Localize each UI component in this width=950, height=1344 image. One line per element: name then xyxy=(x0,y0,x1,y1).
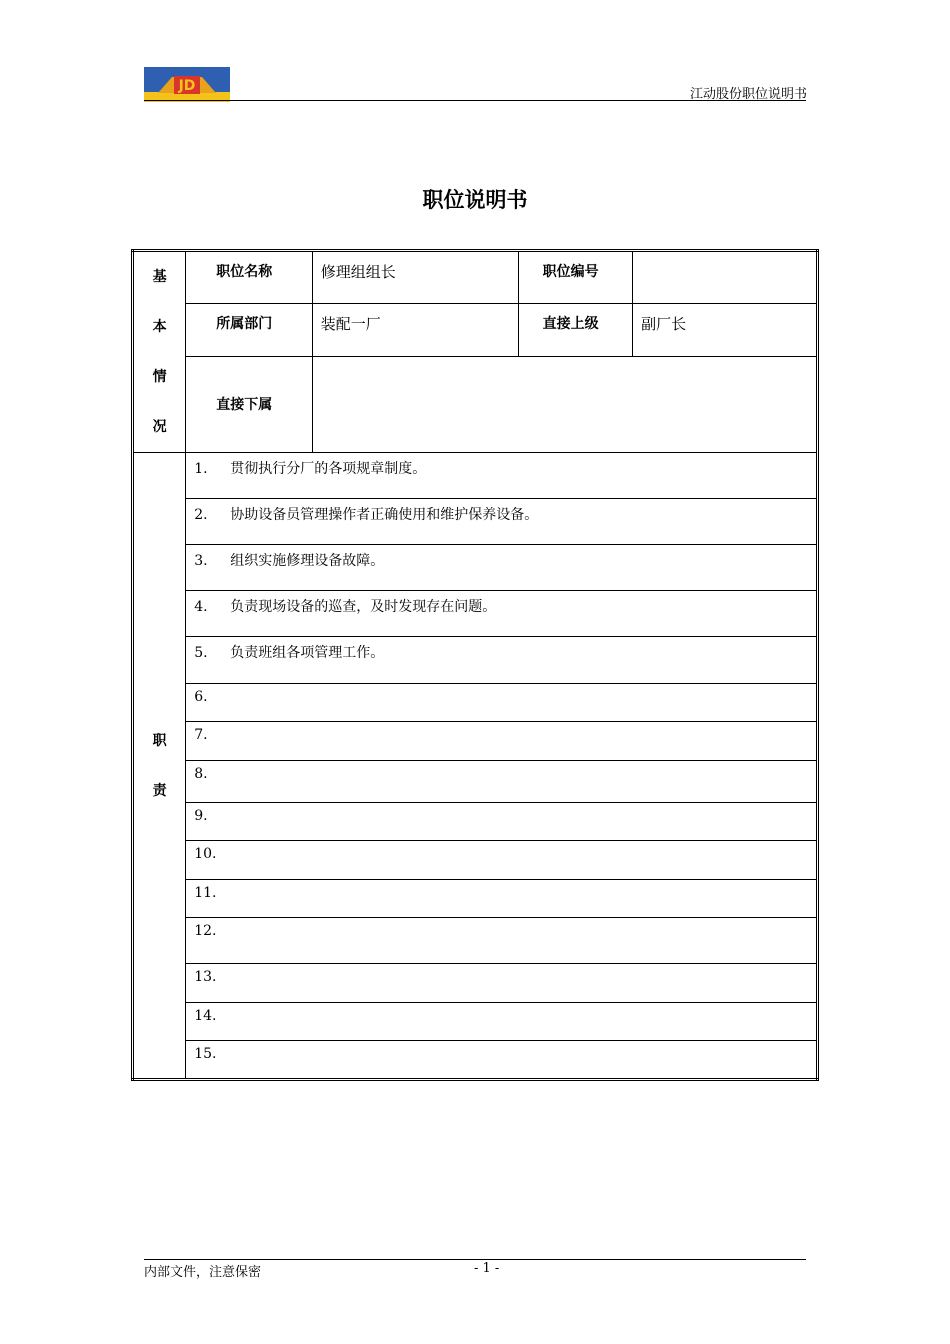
basic-label-char: 况 xyxy=(152,419,167,435)
direct-subordinate-value[interactable] xyxy=(312,356,817,452)
header-rule xyxy=(144,100,806,101)
footer-confidential-note: 内部文件，注意保密 xyxy=(144,1265,262,1280)
duty-text: 贯彻执行分厂的各项规章制度。 xyxy=(230,461,427,477)
department-value[interactable]: 装配一厂 xyxy=(312,303,518,356)
department-label: 所属部门 xyxy=(186,303,313,356)
duty-number: 1. xyxy=(194,461,208,477)
duty-item[interactable] xyxy=(186,637,818,684)
basic-label-char: 本 xyxy=(152,319,167,335)
duty-number: 8. xyxy=(194,766,208,782)
duty-text: 负责班组各项管理工作。 xyxy=(230,645,385,661)
duty-row xyxy=(133,453,818,499)
duty-number: 10. xyxy=(194,846,217,862)
duty-row xyxy=(133,684,818,722)
duty-item[interactable] xyxy=(186,964,818,1003)
duty-item[interactable] xyxy=(186,1003,818,1041)
duty-number: 15. xyxy=(194,1046,217,1062)
duty-row xyxy=(133,964,818,1003)
duty-row xyxy=(133,803,818,841)
duty-item[interactable] xyxy=(186,499,818,545)
duty-number: 14. xyxy=(194,1008,217,1024)
duties-label-char: 责 xyxy=(152,782,167,799)
duty-row xyxy=(133,545,818,591)
duties-label-char: 职 xyxy=(152,732,167,749)
position-code-label: 职位编号 xyxy=(518,251,633,304)
duty-row xyxy=(133,761,818,803)
duty-row xyxy=(133,499,818,545)
duty-number: 9. xyxy=(194,808,208,824)
duty-row xyxy=(133,918,818,964)
duty-item[interactable] xyxy=(186,453,818,499)
duty-row xyxy=(133,591,818,637)
footer-rule xyxy=(144,1259,806,1260)
duty-number: 11. xyxy=(194,885,217,901)
footer-page-number: - 1 - xyxy=(474,1261,500,1276)
duty-item[interactable] xyxy=(186,918,818,964)
header-doc-title: 江动股份职位说明书 xyxy=(689,87,807,102)
position-code-value[interactable] xyxy=(633,251,818,304)
duty-item[interactable] xyxy=(186,591,818,637)
basic-label-char: 基 xyxy=(152,269,167,285)
duty-row xyxy=(133,1003,818,1041)
company-logo xyxy=(144,67,230,102)
direct-superior-value[interactable]: 副厂长 xyxy=(633,303,818,356)
direct-superior-label: 直接上级 xyxy=(518,303,633,356)
duty-number: 6. xyxy=(194,689,208,705)
logo-text: JD xyxy=(178,78,196,94)
duty-row xyxy=(133,722,818,761)
row-position-name xyxy=(133,251,818,304)
duty-number: 7. xyxy=(194,727,208,743)
job-description-table xyxy=(131,249,819,1081)
duty-number: 3. xyxy=(194,553,208,569)
position-name-value[interactable]: 修理组组长 xyxy=(312,251,518,304)
page-title: 职位说明书 xyxy=(422,188,528,212)
duty-number: 2. xyxy=(194,507,208,523)
duty-item[interactable] xyxy=(186,880,818,918)
duty-item[interactable] xyxy=(186,803,818,841)
duty-item[interactable] xyxy=(186,684,818,722)
duty-text: 组织实施修理设备故障。 xyxy=(230,553,385,569)
duty-row xyxy=(133,880,818,918)
position-name-label: 职位名称 xyxy=(186,251,313,304)
duty-number: 4. xyxy=(194,599,208,615)
duty-text: 负责现场设备的巡查，及时发现存在问题。 xyxy=(230,599,497,615)
duty-row xyxy=(133,1041,818,1080)
basic-info-section-label xyxy=(133,251,186,453)
duty-text: 协助设备员管理操作者正确使用和维护保养设备。 xyxy=(230,507,539,523)
duty-item[interactable] xyxy=(186,722,818,761)
direct-subordinate-label: 直接下属 xyxy=(186,356,313,452)
duty-item[interactable] xyxy=(186,761,818,803)
basic-label-char: 情 xyxy=(152,369,167,385)
duty-number: 13. xyxy=(194,969,217,985)
row-department xyxy=(133,303,818,356)
duty-item[interactable] xyxy=(186,1041,818,1080)
duty-item[interactable] xyxy=(186,841,818,880)
duty-number: 12. xyxy=(194,923,217,939)
duties-section-label xyxy=(133,453,186,1080)
duty-item[interactable] xyxy=(186,545,818,591)
row-subordinates xyxy=(133,356,818,452)
duty-row xyxy=(133,841,818,880)
duty-row xyxy=(133,637,818,684)
duty-number: 5. xyxy=(194,645,208,661)
